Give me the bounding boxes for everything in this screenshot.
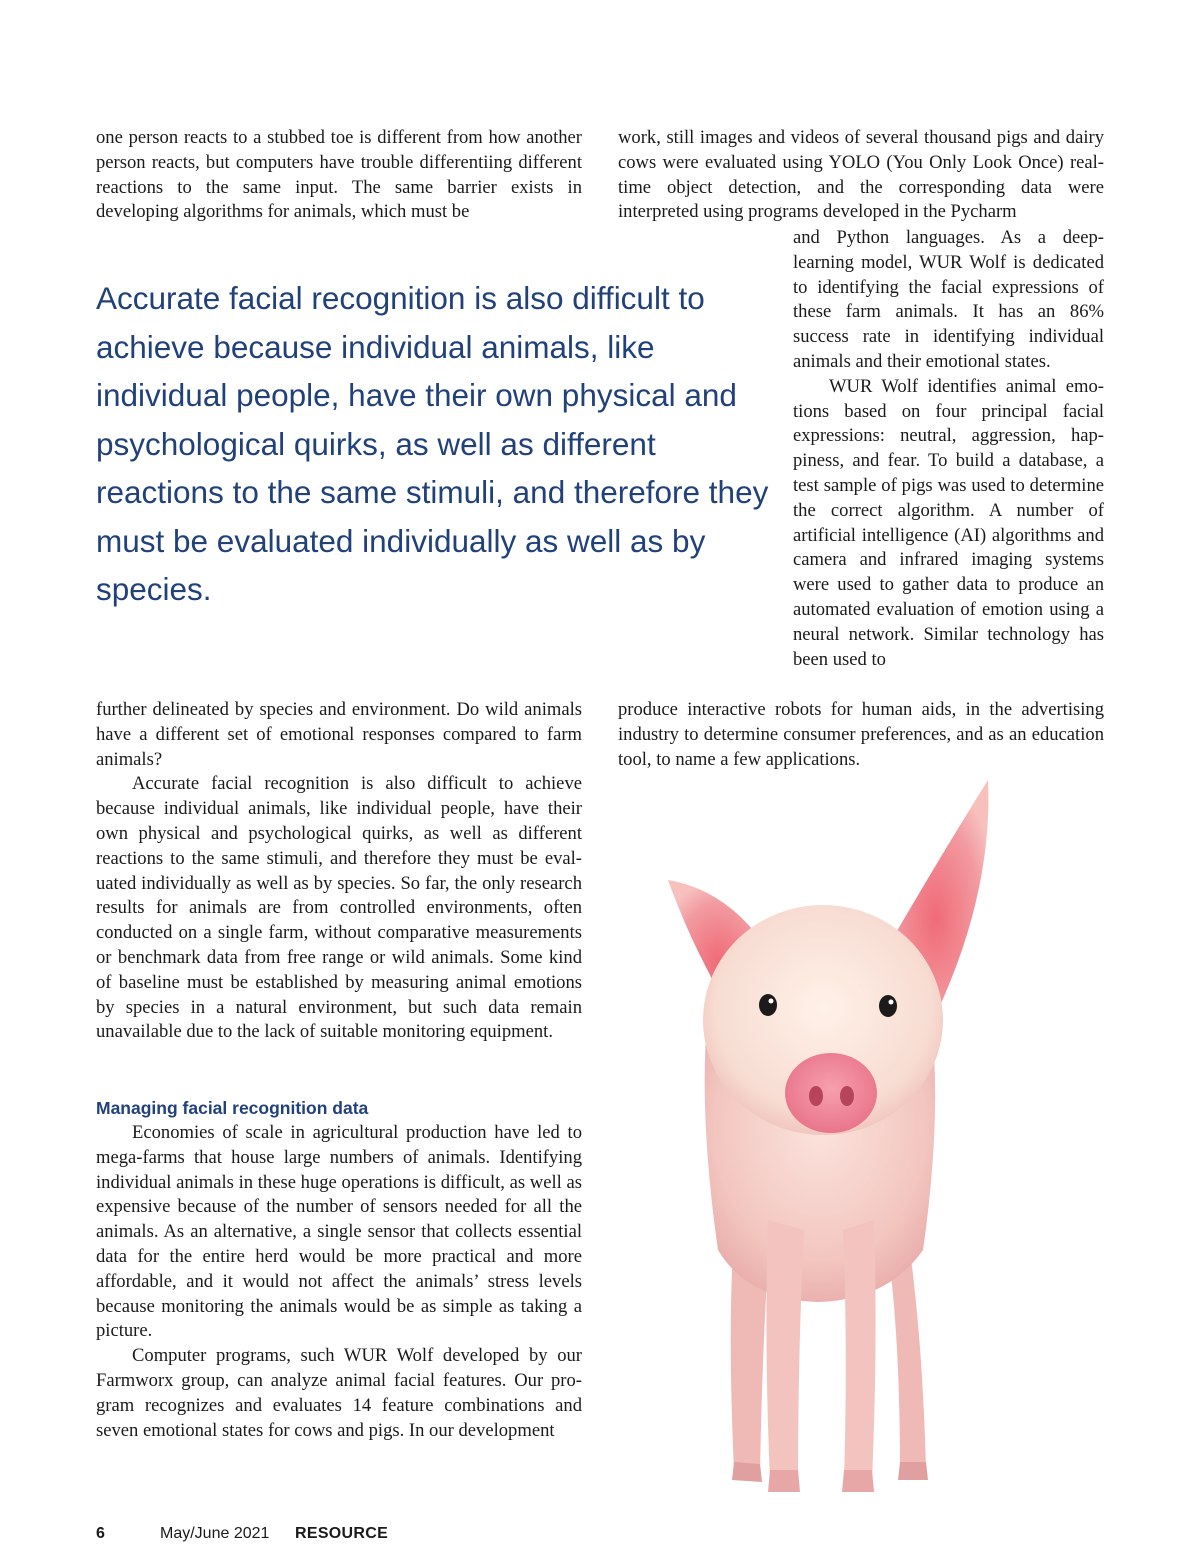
body-paragraph: one person reacts to a stubbed toe is different from how another person reacts, but computers have trouble differentiing different reactions to the same input. The same barrier exists in developing algorithms for animals, which must be: [96, 127, 582, 223]
right-column-top: [618, 126, 1104, 225]
body-paragraph: further delineated by species and environment. Do wild animals have a different set of emotional responses compared to farm animals?: [96, 699, 582, 770]
body-paragraph: and Python languages. As a deep-learning model, WUR Wolf is dedicated to identifying the facial expressions of these farm animals. It has an 86% success rate in identifying individual animals and their emotional states.: [793, 227, 1104, 372]
page-footer: [96, 1523, 388, 1545]
right-column-narrow: [793, 226, 1104, 672]
issue-date: May/June 2021: [160, 1525, 270, 1542]
page-number: 6: [96, 1525, 105, 1542]
piglet-photo: [638, 780, 998, 1500]
body-paragraph: Computer programs, such WUR Wolf developed by our Farmworx group, can analyze animal facial features. Our program recognizes and evaluates 14 feature combinations and seven emotional states for cows and pigs. In our development: [96, 1345, 582, 1441]
left-column-bottom: [96, 698, 582, 1045]
section-heading: Managing facial recognition data: [96, 1098, 369, 1118]
right-column-bottom: [618, 698, 1104, 772]
body-paragraph: Economies of scale in agricultural production have led to mega-farms that house large numbers of animals. Identifying individual animals in these huge operations is difficult, as well as expensive because of the number of sensors needed for all the animals. As an alternative, a single sensor that collects essential data for the entire herd would be more practical and more affordable, and it would not affect the animals’ stress levels because monitoring the animals would be as simple as taking a picture.: [96, 1122, 582, 1342]
body-paragraph: work, still images and videos of several thousand pigs and dairy cows were evaluated using YOLO (You Only Look Once) real-time object detection, and the corresponding data were interpreted using programs developed in the Pycharm: [618, 127, 1104, 223]
left-column-top: [96, 126, 582, 225]
body-paragraph: Accurate facial recognition is also difficult to achieve because individual animals, like individual people, have their own physical and psychological quirks, as well as different reactions to the same stimuli, and therefore they must be evaluated individually as well as by species. So far, the only research results for animals are from controlled environments, often conducted on a single farm, without comparative measurements or benchmark data from free range or wild animals. Some kind of baseline must be established by measuring animal emotions by species in a natural environment, but such data remain unavailable due to the lack of suitable monitoring equipment.: [96, 773, 582, 1043]
body-paragraph: WUR Wolf identifies animal emotions based on four principal facial expressions: neutral, aggression, happiness, and fear. To build a database, a test sample of pigs was used to determine the correct algorithm. A number of artificial intelligence (AI) algorithms and camera and infrared imaging systems were used to gather data to produce an automated evaluation of emotion using a neural network. Similar technology has been used to: [793, 375, 1104, 670]
pull-quote: Accurate facial recognition is also difficult to achieve because individual animals, like individual people, have their own physical and psychological quirks, as well as different reactions to the same stimuli, and therefore they must be evaluated individually as well as by species.: [96, 280, 769, 607]
magazine-name: RESOURCE: [295, 1525, 389, 1542]
body-paragraph: produce interactive robots for human aids, in the advertising industry to determine consumer preferences, and as an education tool, to name a few applications.: [618, 699, 1104, 770]
section-body: [96, 1121, 582, 1443]
